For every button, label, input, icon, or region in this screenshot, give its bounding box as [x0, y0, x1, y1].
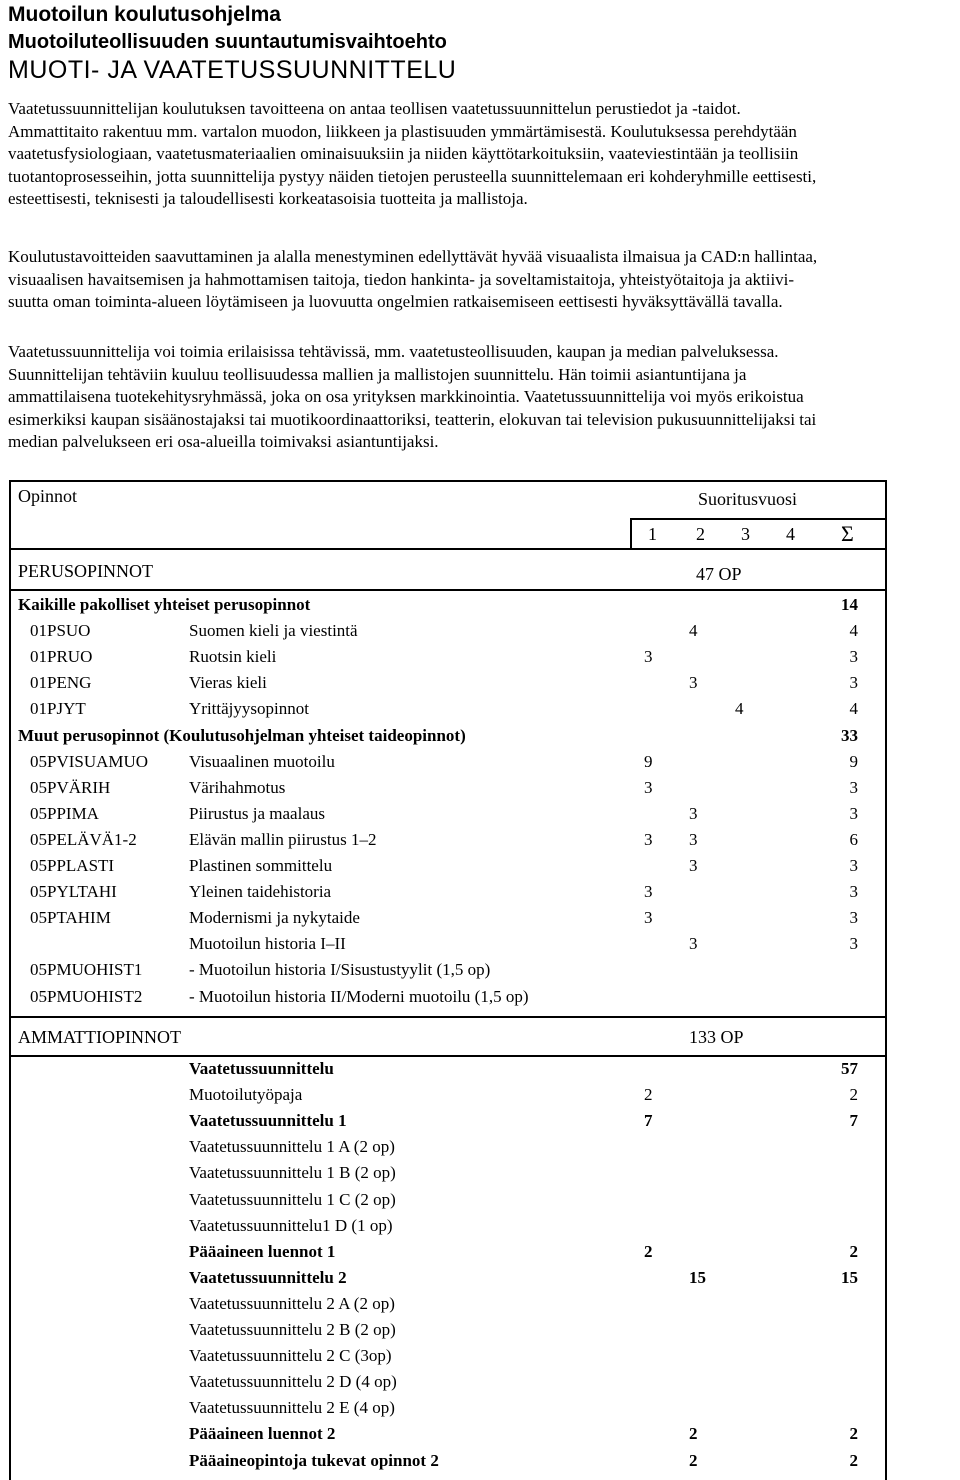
row-code: 05PVÄRIH [30, 777, 111, 797]
paragraph-line: visuaalisen havaitsemisen ja hahmottamisen taitoja, tiedon hankinta- ja soveltamistaitoja, yhteistyötaitoja ja aktiivi- [8, 269, 795, 289]
specialization-title: MUOTI- JA VAATETUSSUUNNITTELU [8, 56, 457, 84]
row-code: 01PJYT [30, 699, 86, 719]
row-sum: 2 [849, 1241, 858, 1261]
row-name: Yleinen taidehistoria [189, 882, 332, 902]
row-code: 05PPLASTI [30, 856, 115, 875]
year-header-top-line [630, 518, 887, 520]
row-name: Vieras kieli [189, 673, 267, 693]
perusopinnot-total: 47 OP [696, 564, 742, 584]
row-name: Vaatetussuunnittelu 2 C (3op) [189, 1346, 392, 1366]
paragraph-skills [8, 246, 960, 314]
ammattiopinnot-bottom-line [9, 1055, 887, 1057]
row-name: Kaikille pakolliset yhteiset perusopinnot [18, 595, 311, 614]
perusopinnot-bottom-line [9, 589, 887, 591]
row-code: 05PMUOHIST1 [30, 960, 143, 980]
row-name: Vaatetussuunnittelu1 D (1 op) [189, 1215, 393, 1235]
ammattiopinnot-label: AMMATTIOPINNOT [18, 1027, 181, 1047]
row-code: 05PELÄVÄ1-2 [30, 829, 137, 849]
paragraph-line: vaatetusfysiologiaan, vaatetusmateriaalien ominaisuuksiin ja niiden käyttötarkoituksiin, vaateviestintään ja teollisiin [8, 144, 799, 163]
row-name: - Muotoilun historia II/Moderni muotoilu (1,5 op) [189, 986, 529, 1006]
row-code: 05PVISUAMUO [30, 751, 149, 771]
row-name: Värihahmotus [189, 777, 286, 797]
row-year-2: 3 [689, 829, 698, 849]
paragraph-line: esteettisesti, teknisesti ja taloudellisesti korkeatasoisia tuotteita ja mallistoja. [8, 189, 528, 208]
row-name: Visuaalinen muotoilu [189, 751, 335, 771]
row-code: 05PTAHIM [30, 908, 111, 928]
paragraph-goals [8, 98, 960, 211]
paragraph-line: Suunnittelijan tehtäviin kuuluu teollisuudessa mallien ja mallistojen suunnittelu. Hän toimii asiantuntijana ja [8, 364, 747, 384]
paragraph-line: Ammattitaito rakentuu mm. vartalon muodon, liikkeen ja plastisuuden ymmärtämisestä. Koulutuksessa perehdytään [8, 121, 797, 141]
row-name: Pääaineen luennot 2 [189, 1424, 336, 1444]
row-sum: 57 [841, 1059, 858, 1078]
row-sum: 3 [849, 803, 858, 823]
row-sum: 3 [849, 856, 858, 875]
table-top-border [9, 480, 887, 482]
table-header-bottom-line [9, 548, 887, 550]
row-sum: 3 [849, 673, 858, 693]
year-2-header: 2 [696, 524, 705, 544]
row-year-2: 3 [689, 673, 698, 693]
sum-header: Σ [841, 521, 854, 546]
row-year-3: 4 [735, 699, 744, 719]
row-code: 01PSUO [30, 621, 91, 641]
row-name: Pääaineopintoja tukevat opinnot 2 [189, 1450, 439, 1470]
year-3-header: 3 [741, 524, 750, 544]
row-name: Vaatetussuunnittelu 2 [189, 1267, 347, 1287]
orientation-title: Muotoiluteollisuuden suuntautumisvaihtoehto [8, 31, 447, 53]
paragraph-line: esimerkiksi kaupan sisäänostajaksi tai muotikoordinaattoriksi, teatterin, elokuvan tai television pukusuunnittelijaksi tai [8, 409, 817, 429]
row-sum: 15 [841, 1267, 858, 1287]
row-name: Muotoilun historia I–II [189, 934, 346, 954]
row-name: Vaatetussuunnittelu 1 B (2 op) [189, 1163, 396, 1183]
paragraph-line: suutta oman toiminta-alueen löytämiseen ja luovuutta ongelmien ratkaisemiseen eettisesti hyväksyttävällä tavalla. [8, 292, 783, 311]
suoritusvuosi-header: Suoritusvuosi [698, 489, 798, 509]
row-year-2: 3 [689, 856, 698, 875]
row-name: Vaatetussuunnittelu 2 E (4 op) [189, 1398, 395, 1418]
row-name: Yrittäjyysopinnot [189, 699, 309, 719]
row-name: Vaatetussuunnittelu 2 B (2 op) [189, 1320, 396, 1339]
row-name: Vaatetussuunnittelu 1 C (2 op) [189, 1189, 396, 1209]
ammattiopinnot-total: 133 OP [689, 1027, 744, 1047]
row-sum: 2 [849, 1085, 858, 1105]
row-name: - Muotoilun historia I/Sisustustyylit (1,5 op) [189, 960, 491, 980]
row-year-2: 2 [689, 1450, 698, 1470]
paragraph-line: ammattilaisena tuotekehitysryhmässä, joka on osa yrityksen markkinointia. Vaatetussuunnittelija voi myös erikoistua [8, 387, 804, 406]
row-sum: 3 [849, 934, 858, 954]
row-name: Modernismi ja nykytaide [189, 908, 360, 928]
row-name: Vaatetussuunnittelu 1 [189, 1111, 347, 1131]
row-year-1: 7 [644, 1111, 653, 1131]
row-name: Piirustus ja maalaus [189, 803, 325, 823]
row-year-1: 3 [644, 647, 653, 667]
program-title: Muotoilun koulutusohjelma [8, 3, 281, 26]
row-year-2: 3 [689, 934, 698, 954]
row-year-1: 2 [644, 1241, 653, 1261]
row-year-1: 3 [644, 829, 653, 849]
row-year-2: 4 [689, 621, 698, 641]
row-code: 01PRUO [30, 647, 93, 667]
year-1-header: 1 [648, 524, 657, 544]
row-sum: 4 [849, 621, 858, 641]
row-sum: 7 [849, 1111, 858, 1131]
row-name: Muut perusopinnot (Koulutusohjelman yhteiset taideopinnot) [18, 725, 466, 745]
row-year-1: 9 [644, 751, 653, 771]
paragraph-careers [8, 341, 960, 454]
row-name: Ruotsin kieli [189, 647, 277, 667]
row-code: 01PENG [30, 673, 92, 693]
row-code: 05PPIMA [30, 803, 99, 823]
row-name: Elävän mallin piirustus 1–2 [189, 829, 377, 849]
section-divider-top [9, 1016, 887, 1018]
row-name: Vaatetussuunnittelu 2 A (2 op) [189, 1293, 395, 1313]
row-name: Pääaineen luennot 1 [189, 1241, 336, 1261]
row-sum: 3 [849, 908, 858, 928]
table-right-border [885, 480, 887, 1480]
row-sum: 3 [849, 777, 858, 797]
row-year-2: 3 [689, 803, 698, 823]
paragraph-line: median palvelukseen eri osa-alueilla toimivaksi asiantuntijaksi. [8, 432, 439, 451]
opinnot-header: Opinnot [18, 486, 78, 506]
row-name: Vaatetussuunnittelu 2 D (4 op) [189, 1372, 397, 1392]
row-name: Vaatetussuunnittelu 1 A (2 op) [189, 1137, 395, 1157]
row-sum: 2 [849, 1450, 858, 1470]
paragraph-line: tuotantoprosesseihin, jotta suunnittelija pystyy näiden tietojen perusteella suunnittelemaan eri kohderyhmille eettisesti, [8, 166, 817, 186]
row-sum: 14 [841, 595, 858, 614]
row-code: 05PYLTAHI [30, 882, 117, 902]
row-name: Suomen kieli ja viestintä [189, 621, 358, 641]
row-sum: 4 [849, 699, 858, 719]
row-sum: 3 [849, 647, 858, 667]
year-header-left-line [630, 518, 632, 548]
row-sum: 2 [849, 1424, 858, 1444]
row-year-1: 3 [644, 882, 653, 902]
row-code: 05PMUOHIST2 [30, 986, 143, 1006]
row-sum: 33 [841, 725, 858, 745]
perusopinnot-label: PERUSOPINNOT [18, 561, 154, 581]
row-sum: 6 [849, 829, 858, 849]
year-4-header: 4 [786, 524, 795, 544]
row-year-1: 3 [644, 777, 653, 797]
paragraph-line: Vaatetussuunnittelijan koulutuksen tavoitteena on antaa teollisen vaatetussuunnittelun perustiedot ja -taidot. [8, 99, 741, 118]
paragraph-line: Vaatetussuunnittelija voi toimia erilaisissa tehtävissä, mm. vaatetusteollisuuden, kaupan ja median palveluksessa. [8, 342, 779, 361]
row-name: Vaatetussuunnittelu [189, 1059, 334, 1078]
row-year-1: 2 [644, 1085, 653, 1105]
row-year-1: 3 [644, 908, 653, 928]
row-name: Muotoilutyöpaja [189, 1085, 303, 1105]
row-year-2: 15 [689, 1267, 706, 1287]
row-year-2: 2 [689, 1424, 698, 1444]
row-sum: 9 [849, 751, 858, 771]
table-left-border [9, 480, 11, 1480]
row-name: Plastinen sommittelu [189, 856, 333, 875]
paragraph-line: Koulutustavoitteiden saavuttaminen ja alalla menestyminen edellyttävät hyvää visuaalista ilmaisua ja CAD:n hallintaa, [8, 247, 818, 266]
row-sum: 3 [849, 882, 858, 902]
